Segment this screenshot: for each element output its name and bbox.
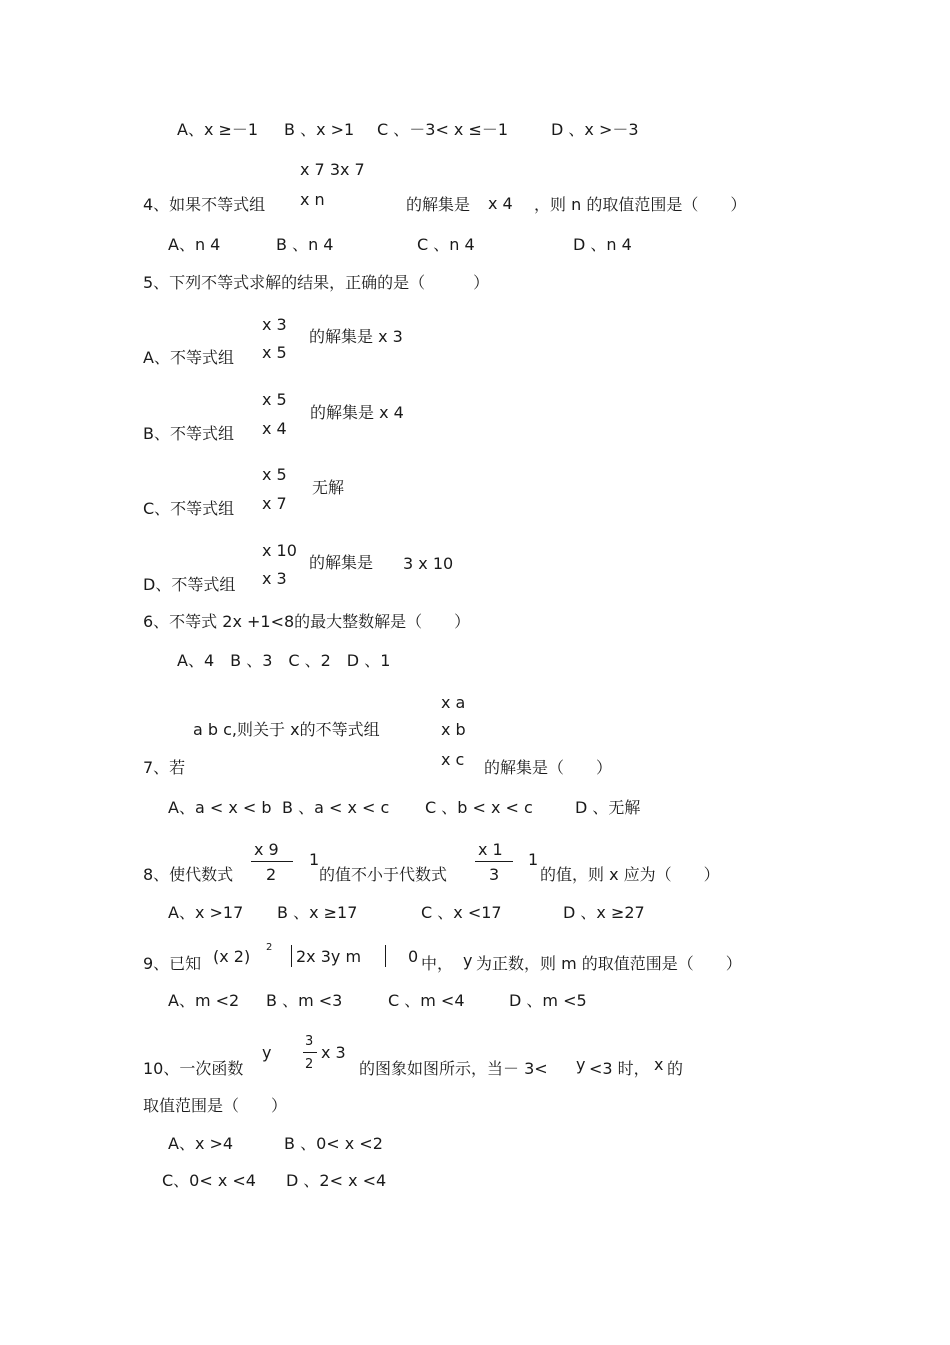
q5-a-system-line2: x 5	[262, 343, 287, 362]
q10-fraction-numerator: 3	[305, 1034, 314, 1049]
q5-d-condition: 3 x 10	[403, 554, 454, 573]
q5-a-result: 的解集是 x 3	[309, 327, 403, 346]
q5-b-result: 的解集是 x 4	[310, 403, 404, 422]
q5-b-system-line2: x 4	[262, 419, 287, 438]
q9-y: y	[463, 951, 473, 970]
q9-square-term: (x 2)	[213, 947, 251, 966]
q7-option-b: B 、a < x < c	[282, 798, 390, 817]
q8-fraction2-one: 1	[528, 850, 539, 869]
q5-d-result: 的解集是	[309, 553, 374, 572]
q5-c-result: 无解	[312, 478, 345, 497]
q5-c-system-line2: x 7	[262, 494, 287, 513]
q7-option-a: A、a < x < b	[168, 798, 272, 817]
q3-option-a: A、x ≥－1	[177, 120, 259, 139]
q9-exponent: 2	[266, 942, 273, 953]
q9-abs-left-bar	[291, 945, 292, 967]
q9-tail2: 为正数，则 m 的取值范围是（ ）	[476, 954, 742, 973]
q7-tail: 的解集是（ ）	[484, 758, 613, 777]
q4-option-b: B 、n 4	[276, 235, 334, 254]
q10-line2: 取值范围是（ ）	[143, 1096, 288, 1115]
q10-tail1: 的图象如图所示，当－ 3<	[359, 1059, 548, 1078]
q9-abs-term: 2x 3y m	[296, 947, 362, 966]
q8-option-d: D 、x ≥27	[563, 903, 645, 922]
q8-fraction2-numerator: x 1	[478, 840, 503, 859]
q8-mid: 的值不小于代数式	[319, 865, 448, 884]
q8-fraction1-denominator: 2	[266, 865, 277, 884]
q7-option-d: D 、无解	[575, 798, 641, 817]
q9-abs-right-bar	[385, 945, 386, 967]
q8-fraction2-bar	[475, 861, 513, 862]
q5-b-system-line1: x 5	[262, 390, 287, 409]
q9-option-d: D 、m <5	[509, 991, 587, 1010]
q8-fraction1-numerator: x 9	[254, 840, 279, 859]
q7-system-line2: x b	[441, 720, 466, 739]
q6-stem: 6、不等式 2x +1<8的最大整数解是（ ）	[143, 612, 471, 631]
q5-d-label: D、不等式组	[143, 575, 236, 594]
q10-option-a: A、x >4	[168, 1134, 234, 1153]
q5-d-system-line2: x 3	[262, 569, 287, 588]
q10-x-term: x 3	[321, 1043, 346, 1062]
q4-option-a: A、n 4	[168, 235, 221, 254]
q10-fraction-bar	[303, 1052, 317, 1053]
q3-option-b: B 、x >1	[284, 120, 355, 139]
q9-option-c: C 、m <4	[388, 991, 465, 1010]
q4-option-d: D 、n 4	[573, 235, 632, 254]
q3-option-d: D 、x >－3	[551, 120, 639, 139]
q9-stem: 9、已知	[143, 954, 202, 973]
q6-options: A、4 B 、3 C 、2 D 、1	[177, 651, 391, 670]
q10-fraction-denominator: 2	[305, 1057, 314, 1072]
q8-tail: 的值，则 x 应为（ ）	[540, 865, 720, 884]
q4-tail: ，则 n 的取值范围是（ ）	[534, 195, 747, 214]
q7-premise: a b c,则关于 x的不等式组	[193, 720, 380, 739]
q10-tail2: <3 时，	[589, 1059, 650, 1078]
q8-fraction1-one: 1	[309, 850, 320, 869]
q10-option-b: B 、0< x <2	[284, 1134, 383, 1153]
q5-d-system-line1: x 10	[262, 541, 297, 560]
q4-option-c: C 、n 4	[417, 235, 475, 254]
q10-stem: 10、一次函数	[143, 1059, 244, 1078]
q10-option-d: D 、2< x <4	[286, 1171, 387, 1190]
q5-a-system-line1: x 3	[262, 315, 287, 334]
q9-tail1: 中，	[421, 954, 454, 973]
q8-option-c: C 、x <17	[421, 903, 502, 922]
q8-stem: 8、使代数式	[143, 865, 234, 884]
q8-option-a: A、x >17	[168, 903, 244, 922]
q4-condition: x 4	[488, 194, 513, 213]
q7-system-line3: x c	[441, 750, 465, 769]
q10-y: y	[262, 1043, 272, 1062]
q10-x-symbol: x	[654, 1055, 664, 1074]
q5-c-system-line1: x 5	[262, 465, 287, 484]
q8-fraction2-denominator: 3	[489, 865, 500, 884]
q9-option-b: B 、m <3	[266, 991, 343, 1010]
q7-system-line1: x a	[441, 693, 466, 712]
q5-b-label: B、不等式组	[143, 424, 234, 443]
q4-system-line1: x 7 3x 7	[300, 160, 365, 179]
q10-y-symbol: y	[576, 1055, 586, 1074]
q9-zero: 0	[408, 947, 419, 966]
q4-stem: 4、如果不等式组	[143, 195, 266, 214]
q7-stem: 7、若	[143, 758, 186, 777]
q5-stem: 5、下列不等式求解的结果，正确的是（ ）	[143, 273, 490, 292]
q10-tail3: 的	[667, 1059, 684, 1078]
q5-c-label: C、不等式组	[143, 499, 235, 518]
q9-option-a: A、m <2	[168, 991, 240, 1010]
q8-fraction1-bar	[251, 861, 293, 862]
q5-a-label: A、不等式组	[143, 348, 234, 367]
q4-system-line2: x n	[300, 190, 325, 209]
q10-option-c: C、0< x <4	[162, 1171, 256, 1190]
q4-mid: 的解集是	[406, 195, 471, 214]
q7-option-c: C 、b < x < c	[425, 798, 533, 817]
q8-option-b: B 、x ≥17	[277, 903, 358, 922]
q3-option-c: C 、－3< x ≤－1	[377, 120, 509, 139]
